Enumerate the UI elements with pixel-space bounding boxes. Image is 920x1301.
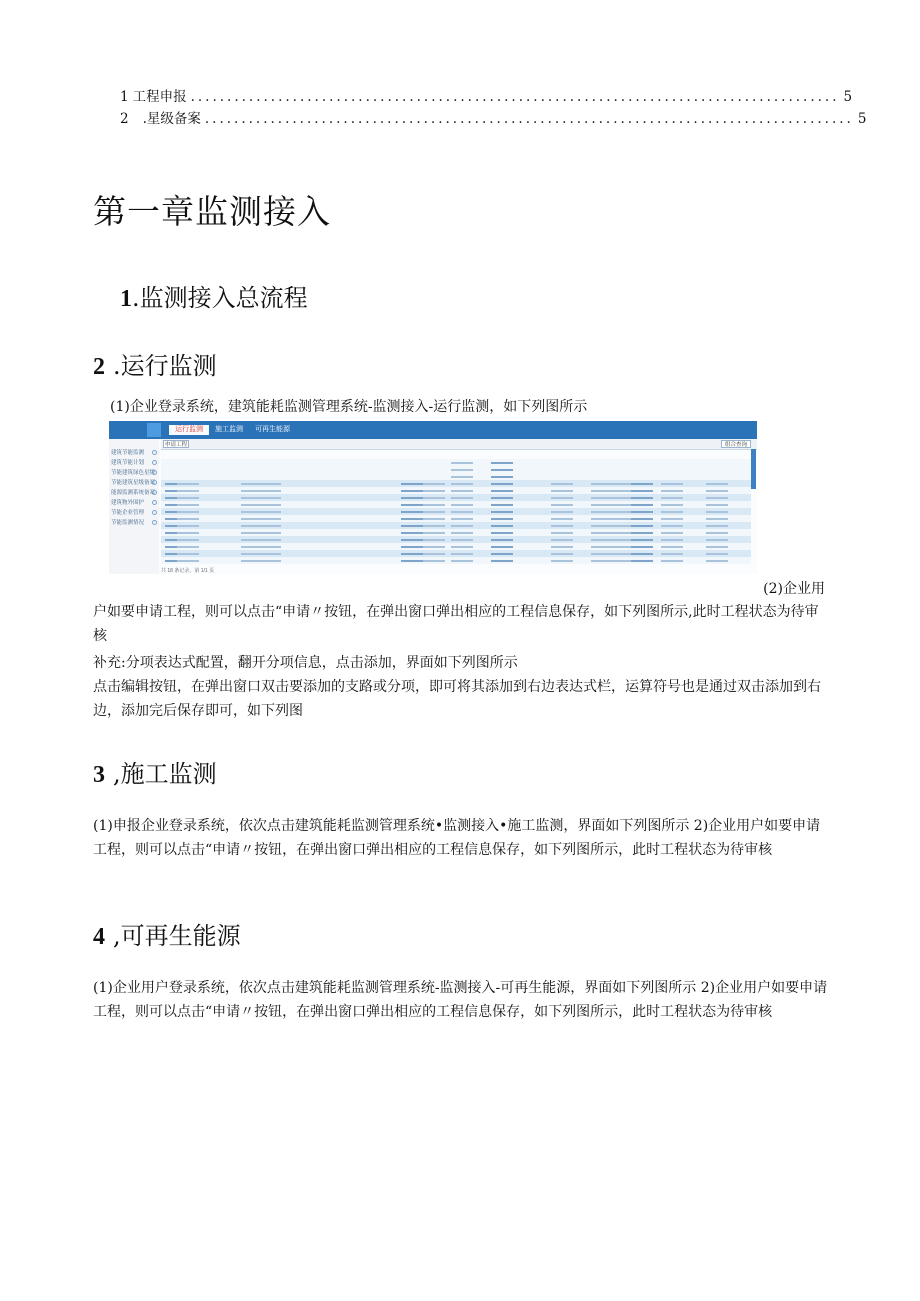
table-cell-placeholder: [241, 532, 281, 534]
table-cell-placeholder: [661, 490, 683, 492]
paragraph: (1)申报企业登录系统，依次点击建筑能耗监测管理系统•监测接入•施工监测，界面如下列图所示 2)企业用户如要申请工程，则可以点击“申请〃按钮，在弹出窗口弹出相应的工程信息保存，如下列图所示，此时工程状态为待审核: [93, 818, 821, 858]
table-cell-placeholder: [451, 497, 473, 499]
table-cell-placeholder: [401, 518, 423, 520]
table-cell-placeholder: [401, 497, 423, 499]
table-cell-placeholder: [423, 483, 445, 485]
app-logo-icon: [147, 423, 161, 437]
table-cell-placeholder: [423, 511, 445, 513]
table-cell-placeholder: [491, 518, 513, 520]
chapter-title: 第一章监测接入: [93, 192, 331, 231]
table-cell-placeholder: [591, 511, 631, 513]
table-cell-placeholder: [423, 497, 445, 499]
section-title: .监测接入总流程: [132, 284, 308, 312]
table-cell-placeholder: [551, 518, 573, 520]
table-cell-placeholder: [661, 518, 683, 520]
table-cell-placeholder: [491, 483, 513, 485]
table-cell-placeholder: [177, 511, 199, 513]
table-cell-placeholder: [177, 504, 199, 506]
section-title: ,可再生能源: [113, 922, 241, 950]
table-cell-placeholder: [177, 532, 199, 534]
table-cell-placeholder: [551, 539, 573, 541]
table-cell-placeholder: [631, 511, 653, 513]
table-cell-placeholder: [706, 504, 728, 506]
scrollbar[interactable]: [751, 449, 756, 489]
table-cell-placeholder: [241, 511, 281, 513]
table-cell-placeholder: [631, 483, 653, 485]
toc-number: 1: [120, 89, 129, 105]
combined-search-button[interactable]: 组合查询: [721, 440, 751, 448]
table-cell-placeholder: [491, 497, 513, 499]
table-cell-placeholder: [241, 490, 281, 492]
table-cell-placeholder: [491, 462, 513, 464]
screenshot-run-monitoring: [109, 421, 757, 574]
table-cell-placeholder: [551, 553, 573, 555]
table-row[interactable]: [161, 459, 751, 466]
nav-tab-run-monitoring[interactable]: 运行监测: [169, 425, 209, 435]
toc-leader-dots: .........................................................................................: [204, 111, 854, 127]
table-cell-placeholder: [591, 490, 631, 492]
table-cell-placeholder: [177, 560, 199, 562]
section-heading: [93, 754, 217, 789]
table-cell-placeholder: [661, 546, 683, 548]
table-cell-placeholder: [401, 504, 423, 506]
table-cell-placeholder: [551, 560, 573, 562]
table-cell-placeholder: [423, 504, 445, 506]
table-cell-placeholder: [706, 532, 728, 534]
table-row[interactable]: [161, 494, 751, 501]
table-cell-placeholder: [491, 546, 513, 548]
table-cell-placeholder: [591, 518, 631, 520]
table-cell-placeholder: [401, 483, 423, 485]
toc-page-number: 5: [857, 111, 867, 127]
table-cell-placeholder: [423, 490, 445, 492]
table-cell-placeholder: [631, 518, 653, 520]
table-cell-placeholder: [423, 532, 445, 534]
table-cell-placeholder: [241, 483, 281, 485]
table-cell-placeholder: [551, 483, 573, 485]
table-row[interactable]: [161, 515, 751, 522]
table-cell-placeholder: [401, 553, 423, 555]
table-cell-placeholder: [451, 518, 473, 520]
table-cell-placeholder: [491, 504, 513, 506]
table-cell-placeholder: [661, 532, 683, 534]
table-cell-placeholder: [241, 553, 281, 555]
table-row[interactable]: [161, 529, 751, 536]
table-cell-placeholder: [631, 553, 653, 555]
section-number: 2: [93, 354, 105, 380]
table-cell-placeholder: [661, 525, 683, 527]
table-cell-placeholder: [491, 476, 513, 478]
table-cell-placeholder: [401, 511, 423, 513]
table-cell-placeholder: [706, 539, 728, 541]
table-cell-placeholder: [241, 518, 281, 520]
toc-leader-dots: .........................................................................................: [190, 89, 840, 105]
toc-entry[interactable]: [120, 107, 867, 127]
section-title: .运行监测: [113, 352, 217, 380]
table-cell-placeholder: [591, 483, 631, 485]
table-cell-placeholder: [706, 560, 728, 562]
section-number: 1: [120, 286, 132, 312]
table-cell-placeholder: [661, 560, 683, 562]
table-cell-placeholder: [706, 511, 728, 513]
table-cell-placeholder: [591, 532, 631, 534]
table-cell-placeholder: [591, 553, 631, 555]
table-row[interactable]: [161, 536, 751, 543]
table-cell-placeholder: [451, 476, 473, 478]
table-cell-placeholder: [177, 497, 199, 499]
side-menu-item[interactable]: 节能企业管理: [111, 509, 155, 517]
table-cell-placeholder: [401, 560, 423, 562]
table-cell-placeholder: [451, 490, 473, 492]
table-cell-placeholder: [631, 532, 653, 534]
toc-page-number: 5: [843, 89, 853, 105]
side-menu-item[interactable]: 节能建筑绿色星级: [111, 470, 156, 476]
table-cell-placeholder: [423, 525, 445, 527]
paragraph: 补充:分项表达式配置，翻开分项信息，点击添加，界面如下列图所示: [93, 655, 518, 671]
expand-icon: [152, 520, 157, 525]
table-cell-placeholder: [631, 504, 653, 506]
table-cell-placeholder: [706, 553, 728, 555]
table-row[interactable]: [161, 480, 751, 487]
table-cell-placeholder: [631, 497, 653, 499]
table-cell-placeholder: [631, 539, 653, 541]
pager-text: 共 18 条记录，第 1/1 页: [161, 568, 215, 574]
table-cell-placeholder: [423, 560, 445, 562]
table-cell-placeholder: [661, 553, 683, 555]
paragraph-fragment: (2)企业用: [763, 581, 825, 597]
section-number: 4: [93, 924, 105, 950]
side-menu-item[interactable]: 建筑节能监测: [111, 449, 155, 457]
table-cell-placeholder: [451, 546, 473, 548]
table-cell-placeholder: [451, 511, 473, 513]
table-cell-placeholder: [423, 539, 445, 541]
table-cell-placeholder: [451, 483, 473, 485]
table-cell-placeholder: [451, 560, 473, 562]
table-row[interactable]: [161, 487, 751, 494]
side-menu-item[interactable]: 建筑物外围护: [111, 499, 155, 507]
table-cell-placeholder: [401, 546, 423, 548]
table-cell-placeholder: [451, 469, 473, 471]
paragraph: (1)企业用户登录系统，依次点击建筑能耗监测管理系统-监测接入-可再生能源，界面如下列图所示 2)企业用户如要申请工程，则可以点击“申请〃按钮，在弹出窗口弹出相应的工程信息保存，如下列图所示，此时工程状态为待审核: [93, 980, 828, 1020]
table-cell-placeholder: [551, 511, 573, 513]
table-cell-placeholder: [591, 497, 631, 499]
table-cell-placeholder: [591, 546, 631, 548]
paragraph: 点击编辑按钮，在弹出窗口双击要添加的支路或分项，即可将其添加到右边表达式栏，运算符号也是通过双击添加到右边，添加完后保存即可，如下列图: [93, 679, 821, 719]
table-cell-placeholder: [423, 553, 445, 555]
table-cell-placeholder: [591, 539, 631, 541]
section-heading: [93, 346, 217, 381]
expand-icon: [152, 470, 157, 475]
table-cell-placeholder: [241, 525, 281, 527]
table-cell-placeholder: [706, 546, 728, 548]
table-cell-placeholder: [451, 553, 473, 555]
expand-icon: [152, 480, 157, 485]
table-cell-placeholder: [551, 490, 573, 492]
table-cell-placeholder: [451, 539, 473, 541]
table-cell-placeholder: [706, 518, 728, 520]
side-menu-item[interactable]: 建筑节能计划: [111, 459, 155, 467]
table-cell-placeholder: [591, 560, 631, 562]
table-cell-placeholder: [706, 497, 728, 499]
table-cell-placeholder: [423, 546, 445, 548]
side-menu-item[interactable]: 节能监测情况: [111, 519, 155, 527]
table-cell-placeholder: [551, 525, 573, 527]
apply-project-button[interactable]: 申请工程: [164, 442, 187, 448]
paragraph: (1)企业登录系统，建筑能耗监测管理系统-监测接入-运行监测，如下列图所示: [110, 399, 588, 415]
table-cell-placeholder: [631, 546, 653, 548]
table-cell-placeholder: [551, 504, 573, 506]
table-cell-placeholder: [661, 511, 683, 513]
nav-tab-construction-monitoring[interactable]: 施工监测: [215, 426, 243, 433]
table-cell-placeholder: [551, 497, 573, 499]
table-cell-placeholder: [631, 490, 653, 492]
table-cell-placeholder: [177, 490, 199, 492]
table-cell-placeholder: [423, 518, 445, 520]
table-cell-placeholder: [491, 539, 513, 541]
table-cell-placeholder: [631, 560, 653, 562]
table-cell-placeholder: [241, 497, 281, 499]
table-cell-placeholder: [491, 490, 513, 492]
toc-entry[interactable]: [120, 85, 853, 105]
table-cell-placeholder: [401, 525, 423, 527]
table-row[interactable]: [161, 522, 751, 529]
table-cell-placeholder: [401, 539, 423, 541]
table-cell-placeholder: [661, 539, 683, 541]
section-heading: [120, 278, 308, 313]
table-cell-placeholder: [661, 483, 683, 485]
side-menu-item[interactable]: 能源监测系统备案: [111, 490, 156, 496]
table-cell-placeholder: [451, 532, 473, 534]
table-cell-placeholder: [451, 504, 473, 506]
table-cell-placeholder: [241, 546, 281, 548]
toc-title: .星级备案: [142, 111, 201, 127]
table-cell-placeholder: [551, 546, 573, 548]
toc-title: 工程申报: [132, 89, 187, 105]
table-cell-placeholder: [241, 539, 281, 541]
table-cell-placeholder: [491, 532, 513, 534]
nav-tab-renewable-energy[interactable]: 可再生能源: [255, 426, 290, 433]
table-cell-placeholder: [491, 525, 513, 527]
table-cell-placeholder: [591, 525, 631, 527]
table-cell-placeholder: [491, 511, 513, 513]
table-cell-placeholder: [491, 553, 513, 555]
table-cell-placeholder: [177, 539, 199, 541]
table-row[interactable]: [161, 473, 751, 480]
table-cell-placeholder: [491, 560, 513, 562]
grid-toolbar: [161, 439, 757, 450]
table-cell-placeholder: [551, 532, 573, 534]
table-cell-placeholder: [241, 504, 281, 506]
table-row[interactable]: [161, 466, 751, 473]
side-menu-item[interactable]: 节能建筑星级备案: [111, 480, 156, 486]
table-cell-placeholder: [451, 462, 473, 464]
paragraph: 户如要申请工程，则可以点击“申请〃按钮，在弹出窗口弹出相应的工程信息保存，如下列图所示,此时工程状态为待审核: [93, 604, 819, 644]
table-cell-placeholder: [631, 525, 653, 527]
toc-number: 2: [120, 111, 129, 127]
table-cell-placeholder: [661, 504, 683, 506]
table-cell-placeholder: [706, 490, 728, 492]
section-heading: [93, 916, 241, 951]
table-row[interactable]: [161, 557, 751, 564]
expand-icon: [152, 460, 157, 465]
table-row[interactable]: [161, 501, 751, 508]
table-row[interactable]: [161, 543, 751, 550]
table-cell-placeholder: [451, 525, 473, 527]
table-cell-placeholder: [241, 560, 281, 562]
table-cell-placeholder: [661, 497, 683, 499]
table-cell-placeholder: [177, 483, 199, 485]
table-cell-placeholder: [706, 525, 728, 527]
table-cell-placeholder: [706, 483, 728, 485]
table-row[interactable]: [161, 550, 751, 557]
expand-icon: [152, 490, 157, 495]
table-cell-placeholder: [401, 532, 423, 534]
section-title: ,施工监测: [113, 760, 217, 788]
table-cell-placeholder: [177, 518, 199, 520]
table-cell-placeholder: [177, 553, 199, 555]
table-cell-placeholder: [401, 490, 423, 492]
expand-icon: [152, 500, 157, 505]
expand-icon: [152, 510, 157, 515]
table-cell-placeholder: [591, 504, 631, 506]
table-cell-placeholder: [177, 546, 199, 548]
expand-icon: [152, 450, 157, 455]
table-cell-placeholder: [177, 525, 199, 527]
section-number: 3: [93, 762, 105, 788]
table-cell-placeholder: [491, 469, 513, 471]
table-row[interactable]: [161, 508, 751, 515]
